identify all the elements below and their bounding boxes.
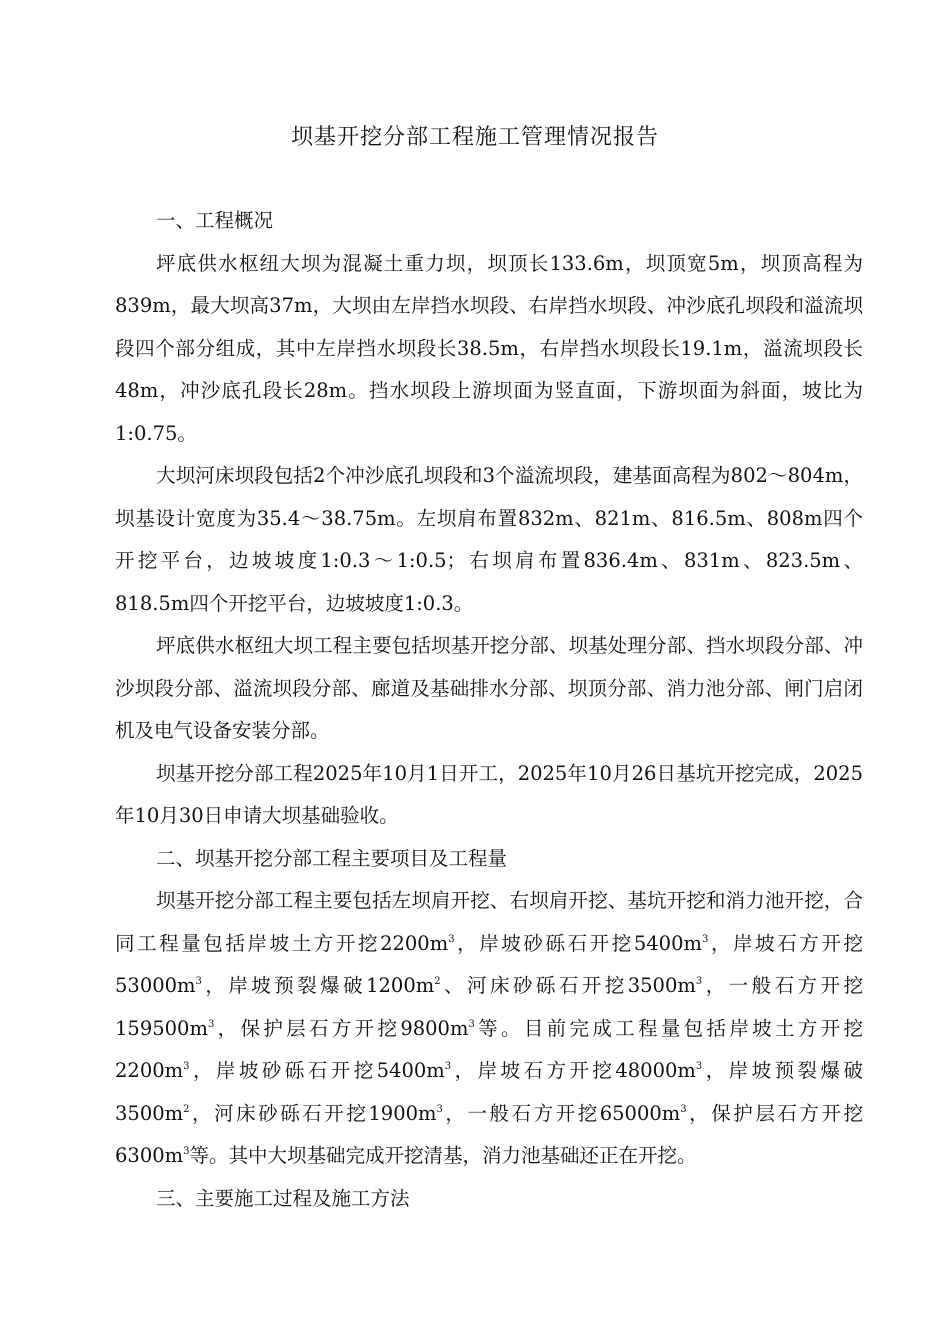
section-heading-3: 三、主要施工过程及施工方法 [156, 1186, 410, 1210]
document-body [115, 200, 863, 1220]
paragraph-quantities: 坝基开挖分部工程主要包括左坝肩开挖、右坝肩开挖、基坑开挖和消力池开挖，合同工程量包括岸坡土方开挖$2200m^3$，岸坡砂砾石开挖$5400m^3$，岸坡石方开挖$53000m^3$，岸坡预裂爆破$1200m^2$、河床砂砾石开挖$3500m^3$，一般石方开挖$159500m^3$，保护层石方开挖$9800m^3$等。目前完成工程量包括岸坡土方开挖$2200m^3$，岸坡砂砾石开挖$5400m^3$，岸坡石方开挖$48000m^3$，岸坡预裂爆破$3500m^2$，河床砂砾石开挖$1900m^3$，一般石方开挖$65000m^3$，保护层石方开挖$6300m^3$等。其中大坝基础完成开挖清基，消力池基础还正在开挖。 [115, 889, 863, 1167]
paragraph-overview-1: 坪底供水枢纽大坝为混凝土重力坝，坝顶长133.6m，坝顶宽5m，坝顶高程为839m，最大坝高37m，大坝由左岸挡水坝段、右岸挡水坝段、冲沙底孔坝段和溢流坝段四个部分组成，其中左岸挡水坝段长38.5m，右岸挡水坝段长19.1m，溢流坝段长48m，冲沙底孔段长28m。挡水坝段上游坝面为竖直面，下游坝面为斜面，坡比为1:0.75。 [115, 251, 863, 445]
paragraph-overview-3: 坪底供水枢纽大坝工程主要包括坝基开挖分部、坝基处理分部、挡水坝段分部、冲沙坝段分部、溢流坝段分部、廊道及基础排水分部、坝顶分部、消力池分部、闸门启闭机及电气设备安装分部。 [115, 634, 863, 742]
section-heading-2: 二、坝基开挖分部工程主要项目及工程量 [156, 846, 508, 870]
paragraph-overview-2: 大坝河床坝段包括2个冲沙底孔坝段和3个溢流坝段，建基面高程为802～804m，坝基设计宽度为35.4～38.75m。左坝肩布置832m、821m、816.5m、808m四个开挖平台，边坡坡度1:0.3～1:0.5；右坝肩布置836.4m、831m、823.5m、818.5m四个开挖平台，边坡坡度1:0.3。 [115, 464, 863, 615]
section-heading-1: 一、工程概况 [156, 209, 274, 232]
paragraph-overview-4: 坝基开挖分部工程2025年10月1日开工，2025年10月26日基坑开挖完成，2025年10月30日申请大坝基础验收。 [115, 761, 863, 827]
document-title: 坝基开挖分部工程施工管理情况报告 [290, 125, 659, 150]
